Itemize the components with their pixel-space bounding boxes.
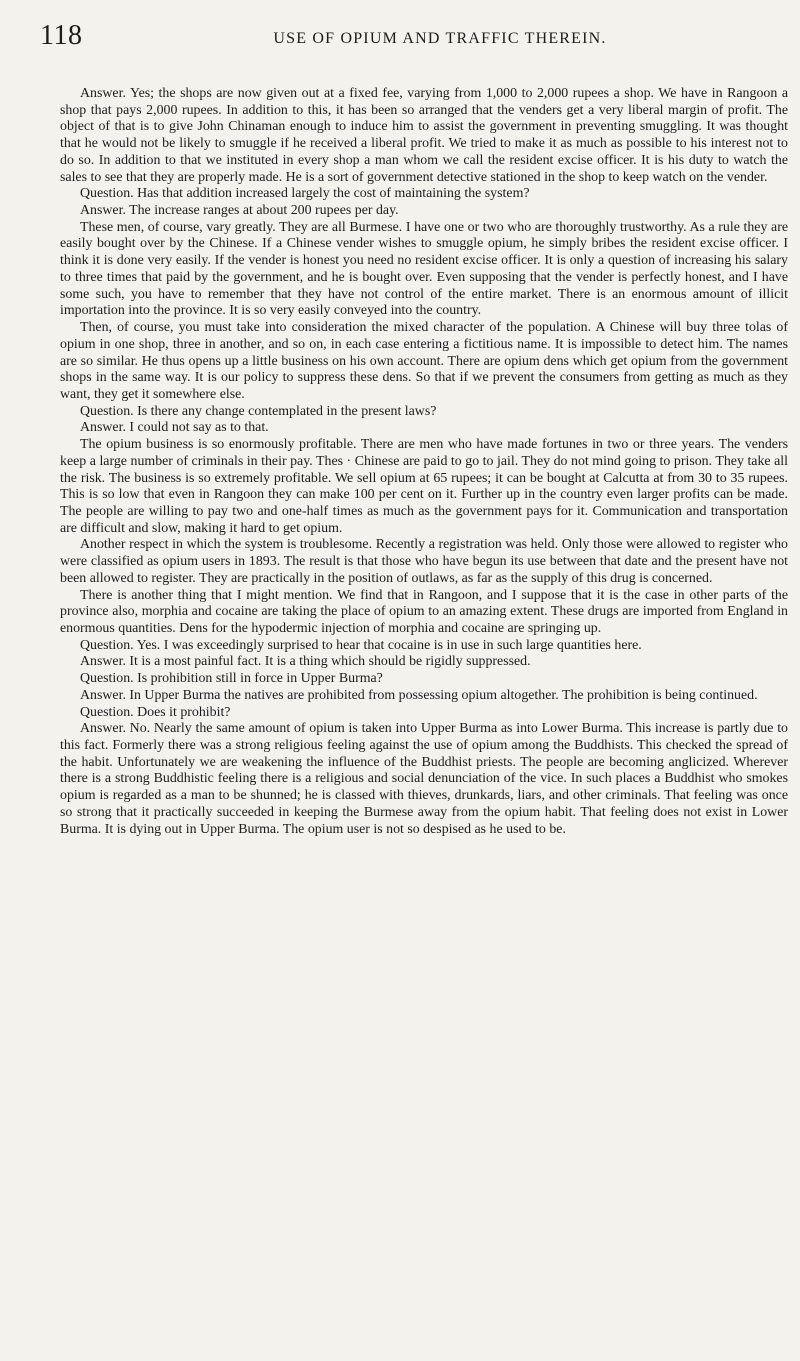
running-title: USE OF OPIUM AND TRAFFIC THEREIN. [273,30,607,47]
paragraph: Another respect in which the system is troublesome. Recently a registration was held. Only those were allowed to register who were classified as opium users in 1893. The result is that those who have begun its use between that date and the present have not been allowed to register. They are practically in the position of outlaws, as far as the supply of this drug is concerned. [60,537,788,586]
paragraph: Answer. In Upper Burma the natives are prohibited from possessing opium altogether. The prohibition is being continued. [80,687,758,703]
paragraph: Answer. The increase ranges at about 200 rupees per day. [80,203,399,219]
paragraph: Question. Is prohibition still in force in Upper Burma? [80,671,383,687]
paragraph: Question. Has that addition increased largely the cost of maintaining the system? [80,186,530,202]
body-text [60,86,788,838]
paragraph: The opium business is so enormously profitable. There are men who have made fortunes in two or three years. The venders keep a large number of criminals in their pay. Thes · Chinese are paid to go to jail. They do not mind going to prison. They take all the risk. The business is so extremely profitable. We sell opium at 65 rupees; it can be bought at Calcutta at from 30 to 35 rupees. This is so low that even in Rangoon they can make 100 per cent on it. Further up in the country even larger profits can be made. The people are willing to pay two and one-half times as much as the government pays for it. Communication and transportation are difficult and slow, making it hard to get opium. [60,437,788,536]
paragraph: Question. Does it prohibit? [80,704,231,720]
paragraph: Answer. Yes; the shops are now given out at a fixed fee, varying from 1,000 to 2,000 rupees a shop. We have in Rangoon a shop that pays 2,000 rupees. In addition to this, it has been so arranged that the venders get a very liberal margin of profit. The object of that is to give John Chinaman enough to induce him to assist the government in preventing smuggling. It was thought that he would not be likely to smuggle if he received a liberal profit. We tried to make it as much as possible to his interest not to do so. In addition to that we instituted in every shop a man whom we call the resident excise officer. It is his duty to watch the sales to see that they are properly made. He is a sort of government detective stationed in the shop to keep watch on the vender. [60,86,788,185]
page-number: 118 [40,20,83,51]
paragraph: Question. Yes. I was exceedingly surprised to hear that cocaine is in use in such large quantities here. [80,637,642,653]
paragraph: Answer. No. Nearly the same amount of opium is taken into Upper Burma as into Lower Burma. This increase is partly due to this fact. Formerly there was a strong religious feeling against the use of opium among the Buddhists. This checked the spread of the habit. Unfortunately we are weakening the influence of the Buddhist priests. The people are becoming anglicized. Wherever there is a strong Buddhistic feeling there is a religious and social denunciation of the vice. In such places a Buddhist who smokes opium is regarded as a man to be shunned; he is classed with thieves, drunkards, liars, and other criminals. That feeling was once so strong that it practically succeeded in keeping the Burmese away from the opium habit. That feeling does not exist in Lower Burma. It is dying out in Upper Burma. The opium user is not so despised as he used to be. [60,721,788,837]
paragraph: Answer. I could not say as to that. [80,420,269,436]
paragraph: Then, of course, you must take into consideration the mixed character of the population. A Chinese will buy three tolas of opium in one shop, three in another, and so on, in each case entering a fictitious name. It is impossible to detect him. The names are so similar. He thus opens up a little business on his own account. There are opium dens which get opium from the government shops in the same way. It is our policy to suppress these dens. So that if we prevent the consumers from getting as much as they want, they get it somewhere else. [60,320,788,402]
paragraph: Answer. It is a most painful fact. It is a thing which should be rigidly suppressed. [80,654,531,670]
paragraph: Question. Is there any change contemplated in the present laws? [80,403,437,419]
paragraph: There is another thing that I might mention. We find that in Rangoon, and I suppose that it is the case in other parts of the province also, morphia and cocaine are taking the place of opium to an amazing extent. These drugs are imported from England in enormous quantities. Dens for the hypodermic injection of morphia and cocaine are springing up. [60,587,788,636]
paragraph: These men, of course, vary greatly. They are all Burmese. I have one or two who are thoroughly trustworthy. As a rule they are easily bought over by the Chinese. If a Chinese vender wishes to smuggle opium, he simply bribes the resident excise officer. I think it is done very easily. If the vender is honest you need no resident excise officer. It is only a question of increasing his salary to three times that paid by the government, and he is bought over. Even supposing that the vender is perfectly honest, and I have some such, you have to remember that they have not control of the entire market. There is an enormous amount of illicit importation into the province. It is so very easily conveyed into the country. [60,219,788,319]
